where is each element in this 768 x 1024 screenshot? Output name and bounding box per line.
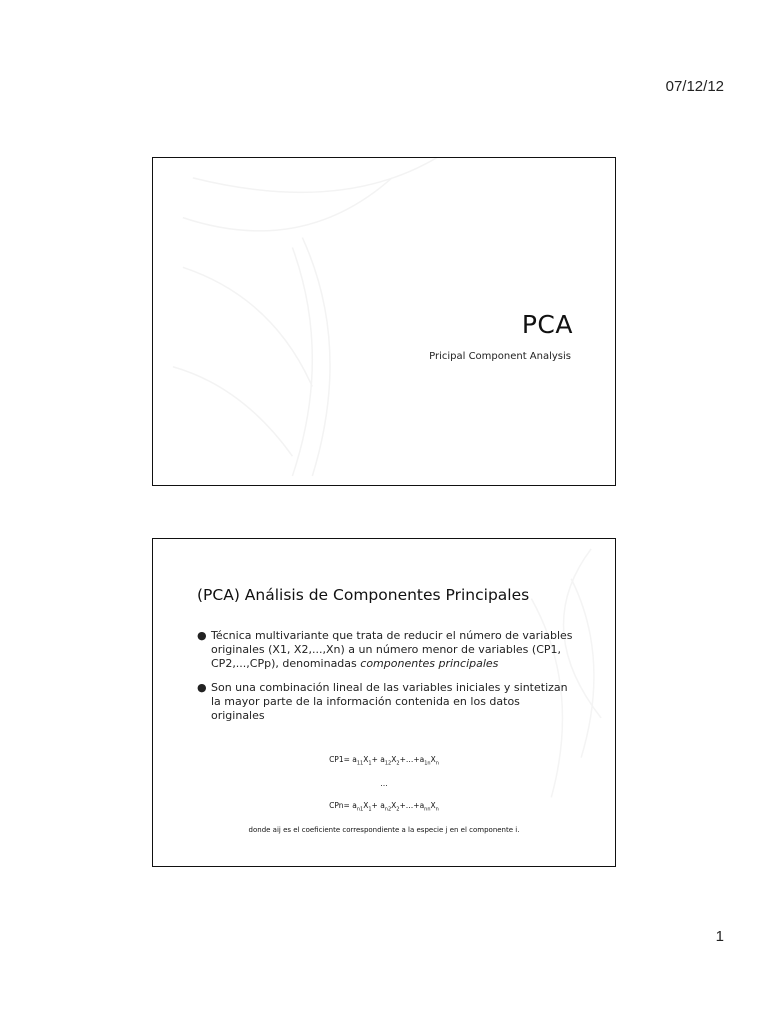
formula-ellipsis: … bbox=[380, 779, 388, 788]
slide-title: (PCA) Análisis de Componentes Principales bbox=[197, 586, 530, 604]
bullet-list bbox=[197, 629, 577, 733]
bullet-text: Son una combinación lineal de las variables iniciales y sintetizan la mayor parte de la información contenida en los datos originales bbox=[211, 681, 568, 722]
title-slide bbox=[152, 157, 616, 486]
page-date: 07/12/12 bbox=[665, 78, 724, 95]
bullet-item bbox=[197, 629, 577, 671]
bullet-icon: ● bbox=[197, 681, 207, 694]
bullet-text: Técnica multivariante que trata de reducir el número de variables originales (X1, X2,...,Xn) a un número menor de variables (CP1, CP2,...,CPp), denominadas bbox=[211, 629, 573, 670]
page-number: 1 bbox=[715, 928, 724, 945]
formula-cp1: $CP1= a_{11}X_1+$ $a_{12}X_2+\dots+a_{1n}X_n$ bbox=[329, 755, 439, 767]
bullet-emphasis: componentes principales bbox=[360, 657, 499, 670]
formula-cpn: $CPn= a_{n1}X_1+$ $a_{n2}X_2+\dots+a_{nn}X_n$ bbox=[329, 801, 439, 813]
bullet-item bbox=[197, 681, 577, 723]
content-slide bbox=[152, 538, 616, 867]
formula-note: donde aij es el coeficiente correspondiente a la especie j en el componente i. bbox=[248, 826, 520, 834]
slide-title: PCA bbox=[521, 310, 573, 339]
bullet-icon: ● bbox=[197, 629, 207, 642]
slide-subtitle: Pricipal Component Analysis bbox=[429, 351, 571, 362]
